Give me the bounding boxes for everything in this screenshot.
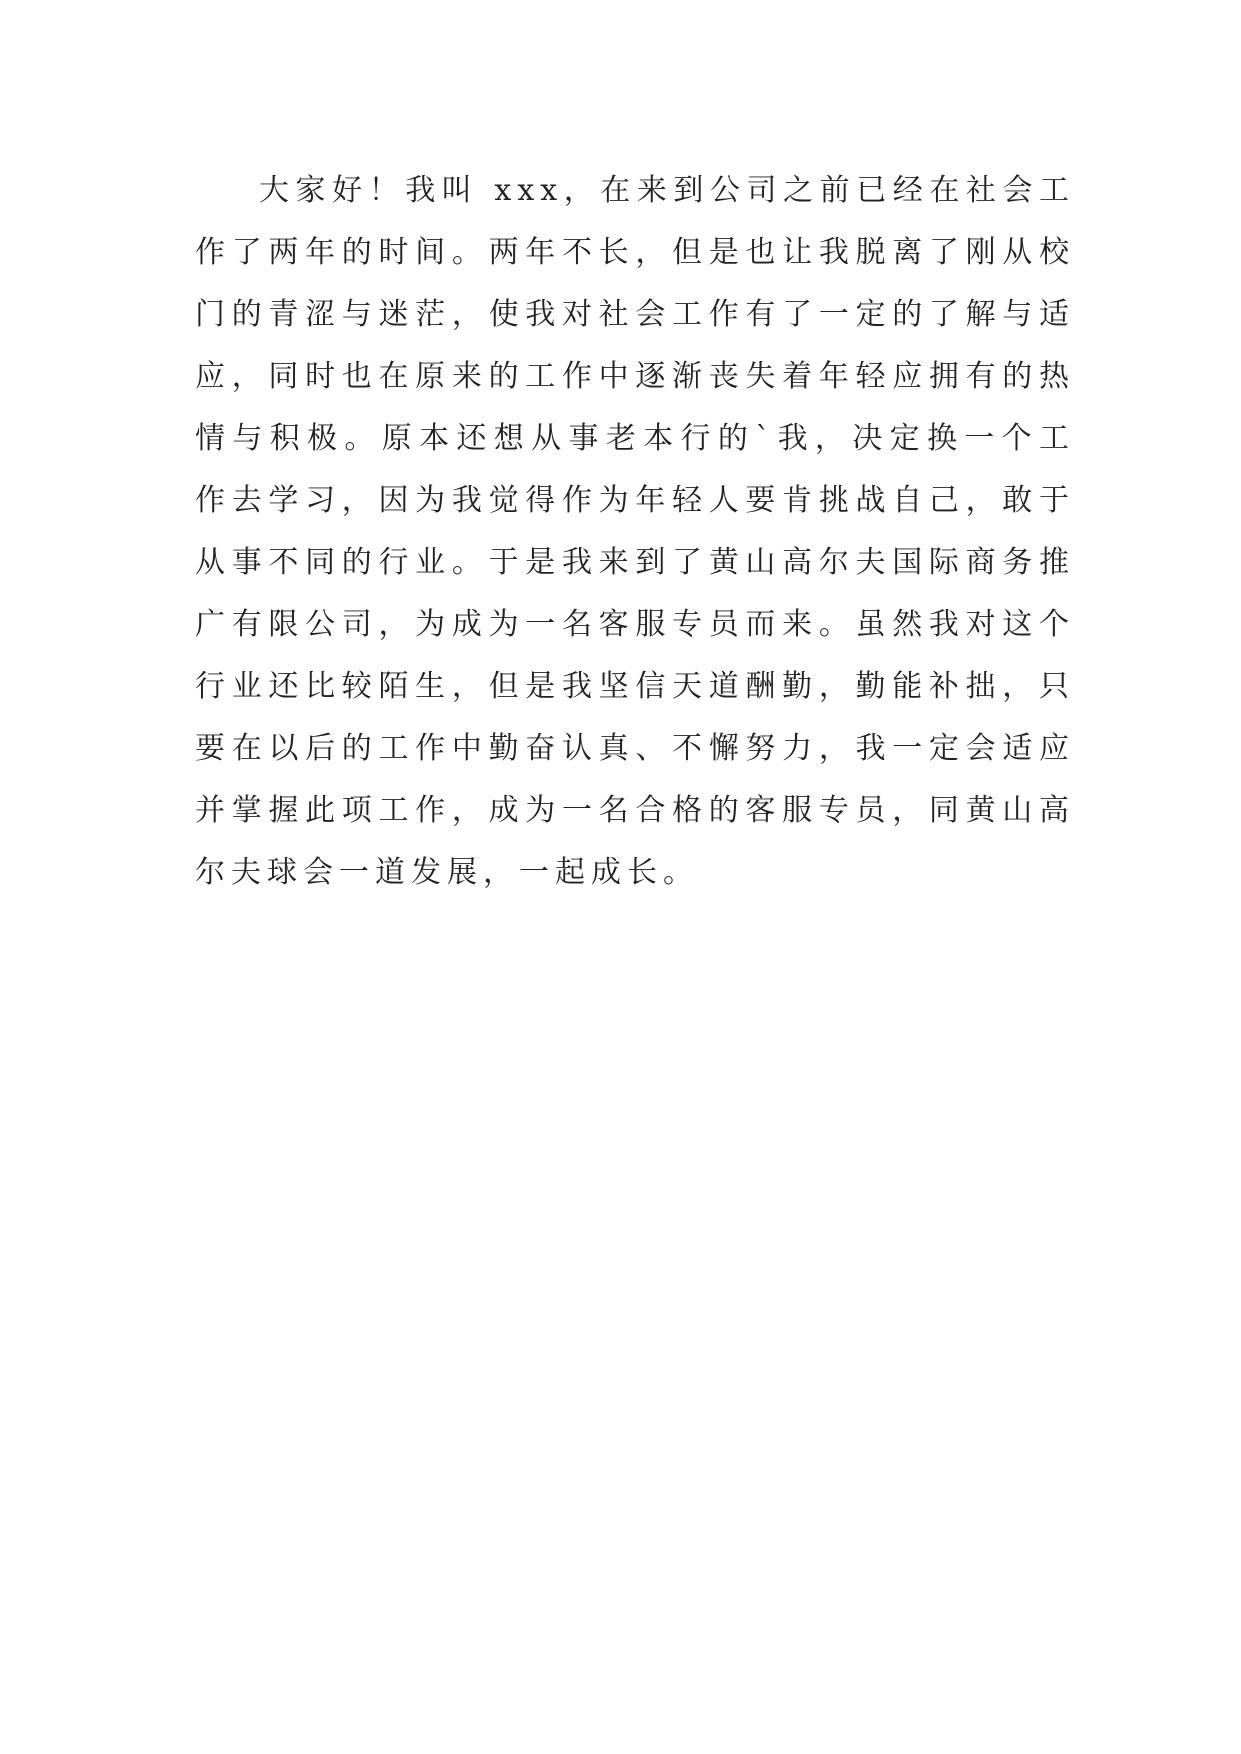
body-paragraph: 大家好！我叫 xxx，在来到公司之前已经在社会工作了两年的时间。两年不长，但是也让我脱离了刚从校门的青涩与迷茫，使我对社会工作有了一定的了解与适应，同时也在原来的工作中逐渐丧失着年轻应拥有的热情与积极。原本还想从事老本行的`我，决定换一个工作去学习，因为我觉得作为年轻人要肯挑战自己，敢于从事不同的行业。于是我来到了黄山高尔夫国际商务推广有限公司，为成为一名客服专员而来。虽然我对这个行业还比较陌生，但是我坚信天道酬勤，勤能补拙，只要在以后的工作中勤奋认真、不懈努力，我一定会适应并掌握此项工作，成为一名合格的客服专员，同黄山高尔夫球会一道发展，一起成长。 <box>195 173 1075 890</box>
document-body <box>195 160 1075 904</box>
